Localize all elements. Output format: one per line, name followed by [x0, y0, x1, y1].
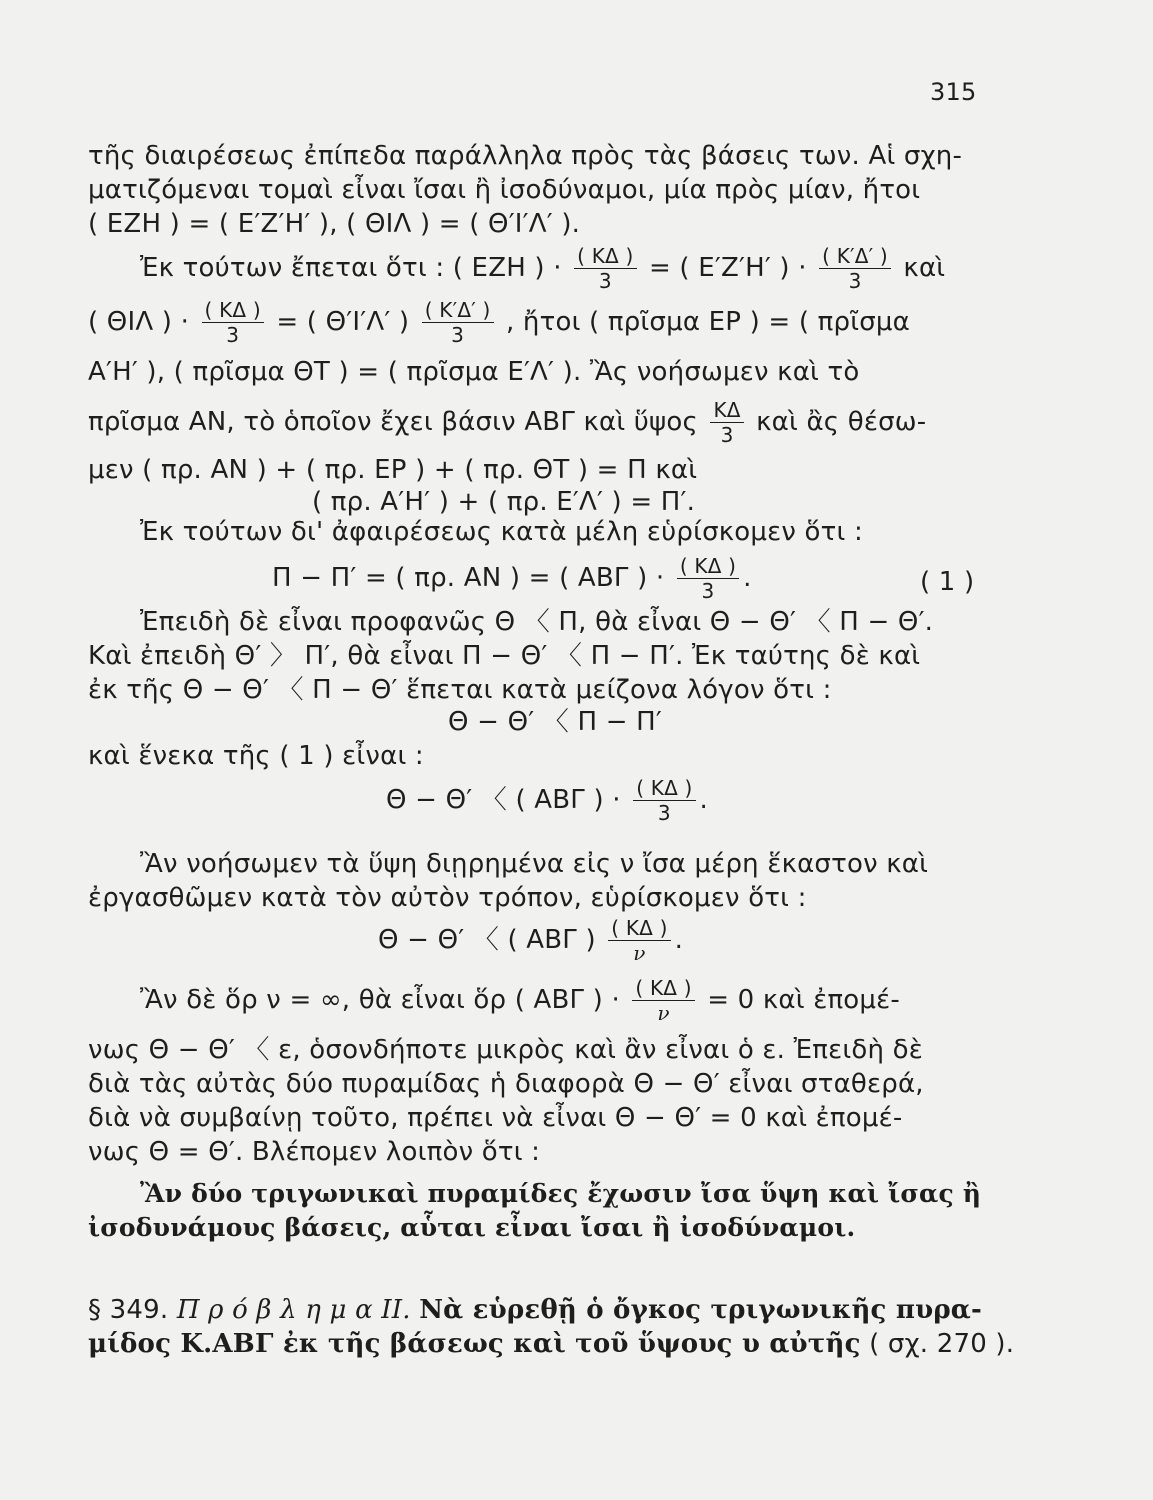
text-line-14: ἐκ τῆς Θ − Θ′ 〈 Π − Θ′ ἕπεται κατὰ μείζονα λόγον ὅτι : — [88, 675, 832, 705]
text-line-2: ματιζόμεναι τομαὶ εἶναι ἴσαι ἢ ἰσοδύναμοι, μία πρὸς μίαν, ἤτοι — [88, 175, 921, 205]
fraction-kd-over-nu: $\frac{( K\Delta )}{\nu}$ — [608, 918, 670, 963]
text-line-6: Α′Η′ ), ( πρῖσμα ΘΤ ) = ( πρῖσμα Ε′Λ′ ). Ἂς νοήσωμεν καὶ τὸ — [88, 357, 860, 387]
inequality-3: Θ − Θ′ 〈 ( ΑΒΓ ) $\frac{( K\Delta )}{\nu}$ . — [378, 916, 684, 965]
inequality-1: Θ − Θ′ 〈 Π − Π′ — [448, 707, 662, 737]
text-line-10: Ἐκ τούτων δι' ἀφαιρέσεως κατὰ μέλη εὑρίσκομεν ὅτι : — [140, 517, 863, 547]
theorem-line-2: ἰσοδυνάμους βάσεις, αὗται εἶναι ἴσαι ἢ ἰσοδύναμοι. — [88, 1213, 856, 1242]
fraction-kd-over-3: $\frac{( K\Delta )}{3}$ — [677, 556, 739, 601]
fraction-kd-over-3: $\frac{( K\Delta )}{3}$ — [202, 300, 264, 345]
problem-title-cont: μίδος Κ.ΑΒΓ ἐκ τῆς βάσεως καὶ τοῦ ὕψους υ αὐτῆς — [88, 1329, 861, 1359]
problem-title: Νὰ εὑρεθῇ ὁ ὄγκος τριγωνικῆς πυρα- — [419, 1295, 983, 1325]
fraction-kpdp-over-3: $\frac{( K'\Delta' )}{3}$ — [422, 300, 494, 345]
text-line-12: Ἐπειδὴ δὲ εἶναι προφανῶς Θ 〈 Π, θὰ εἶναι Θ − Θ′ 〈 Π − Θ′. — [140, 607, 934, 637]
fraction-kpdp-over-3: $\frac{( K'\Delta' )}{3}$ — [819, 246, 891, 291]
text-line-13: Καὶ ἐπειδὴ Θ′ 〉 Π′, θὰ εἶναι Π − Θ′ 〈 Π − Π′. Ἐκ ταύτης δὲ καὶ — [88, 641, 921, 671]
text-line-21: Ἂν δὲ ὅρ ν = ∞, θὰ εἶναι ὅρ ( ΑΒΓ ) · $\frac{( K\Delta )}{\nu}$ = 0 καὶ ἐπομέ- — [140, 976, 900, 1025]
problem-heading-line-1 — [88, 1294, 982, 1326]
fraction-kd-over-3: $\frac{( K\Delta )}{3}$ — [633, 778, 695, 823]
text-line-16: καὶ ἕνεκα τῆς ( 1 ) εἶναι : — [88, 741, 424, 771]
equation-prism-1: Ἐκ τούτων ἔπεται ὅτι : ( ΕΖΗ ) · $\frac{( K\Delta )}{3}$ = ( Ε′Ζ′Η′ ) · $\frac{( K'\Delta' )}{3}$ καὶ — [140, 244, 946, 293]
figure-reference: ( σχ. 270 ). — [869, 1329, 1015, 1359]
section-number: § 349. — [88, 1295, 169, 1325]
equation-tag-1: ( 1 ) — [920, 567, 975, 597]
problem-heading-line-2 — [88, 1328, 1014, 1360]
problem-label: Π ρ ό β λ η μ α ΙΙ. — [176, 1295, 411, 1325]
page-number: 315 — [930, 78, 977, 106]
text-line-25: νως Θ = Θ′. Βλέπομεν λοιπὸν ὅτι : — [88, 1137, 541, 1167]
theorem-line-1: Ἂν δύο τριγωνικαὶ πυραμίδες ἔχωσιν ἴσα ὕψη καὶ ἴσας ἢ — [140, 1179, 982, 1208]
inequality-2: Θ − Θ′ 〈 ( ΑΒΓ ) · $\frac{( K\Delta )}{3}$ . — [386, 776, 708, 825]
text-line-24: διὰ νὰ συμβαίνῃ τοῦτο, πρέπει νὰ εἶναι Θ − Θ′ = 0 καὶ ἐπομέ- — [88, 1103, 903, 1133]
equation-sum-pi-prime: ( πρ. Α′Η′ ) + ( πρ. Ε′Λ′ ) = Π′. — [312, 487, 696, 517]
equation-sections-equal: ( ΕΖΗ ) = ( Ε′Ζ′Η′ ), ( ΘΙΛ ) = ( Θ′Ι′Λ′ ). — [88, 209, 581, 239]
equation-prism-2: ( ΘΙΛ ) · $\frac{( K\Delta )}{3}$ = ( Θ′Ι′Λ′ ) $\frac{( K'\Delta' )}{3}$ , ἤτοι ( πρῖσμα ΕΡ ) = ( πρῖσμα — [88, 298, 910, 347]
text-line-19: ἐργασθῶμεν κατὰ τὸν αὐτὸν τρόπον, εὑρίσκομεν ὅτι : — [88, 883, 807, 913]
fraction-kd-over-3-plain: $\frac{K\Delta}{3}$ — [710, 400, 743, 445]
text-line-7: πρῖσμα ΑΝ, τὸ ὁποῖον ἔχει βάσιν ΑΒΓ καὶ ὕψος $\frac{K\Delta}{3}$ καὶ ἂς θέσω- — [88, 398, 927, 447]
equation-sum-pi: μεν ( πρ. ΑΝ ) + ( πρ. ΕΡ ) + ( πρ. ΘΤ ) = Π καὶ — [88, 455, 698, 485]
text-line-23: διὰ τὰς αὐτὰς δύο πυραμίδας ἡ διαφορὰ Θ − Θ′ εἶναι σταθερά, — [88, 1069, 924, 1099]
equation-1: Π − Π′ = ( πρ. ΑΝ ) = ( ΑΒΓ ) · $\frac{( K\Delta )}{3}$ . — [272, 554, 752, 603]
text-line-22: νως Θ − Θ′ 〈 ε, ὁσονδήποτε μικρὸς καὶ ἂν εἶναι ὁ ε. Ἐπειδὴ δὲ — [88, 1035, 923, 1065]
text-line-18: Ἂν νοήσωμεν τὰ ὕψη διῃρημένα εἰς ν ἴσα μέρη ἕκαστον καὶ — [140, 849, 929, 879]
text-line-1: τῆς διαιρέσεως ἐπίπεδα παράλληλα πρὸς τὰς βάσεις των. Αἱ σχη- — [88, 141, 963, 171]
fraction-kd-over-3: $\frac{( K\Delta )}{3}$ — [574, 246, 636, 291]
fraction-kd-over-nu: $\frac{( K\Delta )}{\nu}$ — [632, 978, 694, 1023]
